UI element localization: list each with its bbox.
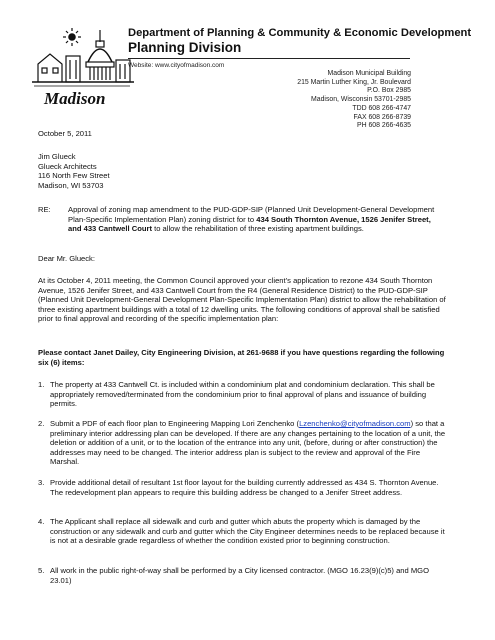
letter-date: October 5, 2011 <box>38 129 92 138</box>
item-text <box>50 419 448 467</box>
website-label: Website: <box>128 62 154 69</box>
re-label: RE: <box>38 205 51 214</box>
address-line: Madison, Wisconsin 53701-2985 <box>311 96 411 104</box>
recipient-company: Glueck Architects <box>38 161 97 171</box>
item-number: 1. <box>38 380 45 389</box>
recipient-block <box>38 152 110 190</box>
contact-paragraph: Please contact Janet Dailey, City Engineering Division, at 261-9688 if you have questions regarding the following six (6) items: <box>38 348 445 367</box>
item-number: 5. <box>38 566 45 575</box>
salutation: Dear Mr. Glueck: <box>38 254 95 263</box>
city-of-madison-logo <box>30 24 135 112</box>
header-rule <box>128 58 410 59</box>
logo-wordmark: Madison <box>44 89 106 108</box>
address-block <box>297 70 411 131</box>
item-text: The Applicant shall replace all sidewalk and curb and gutter which abuts the property which is damaged by the construction or any sidewalk and curb and gutter which the City Engineer determines needs to be replaced because it is not at a desirable grade regardless of whether the condition existed prior to beginning construction. <box>50 517 445 546</box>
item-number: 2. <box>38 419 45 428</box>
item-text: Provide additional detail of resultant 1st floor layout for the building currently addressed as 434 S. Thornton Avenue. The redevelopment plan appears to require this building address be changed to a Jenifer Street address. <box>50 478 439 497</box>
tdd-line: TDD 608 266-4747 <box>352 104 411 112</box>
item-text: The property at 433 Cantwell Ct. is included within a condominium plat and condominium declaration. This shall be appropriately removed/terminated from the condominium prior to final approval of plans and issuance of building permits. <box>50 380 435 409</box>
item-text-start: Submit a PDF of each floor plan to Engineering Mapping Lori Zenchenko ( <box>50 419 300 428</box>
item-number: 4. <box>38 517 45 526</box>
division-name: Planning Division <box>128 40 242 55</box>
fax-line: FAX 608 266-8739 <box>353 113 411 121</box>
email-link[interactable]: Lzenchenko@cityofmadison.com <box>299 419 411 428</box>
recipient-name: Jim Glueck <box>38 152 76 161</box>
re-addresses: 434 South Thornton Avenue, 1526 Jenifer Street, and 433 Cantwell Court <box>68 214 431 234</box>
item-text: All work in the public right-of-way shall be performed by a City licensed contractor. (MGO 16.23(9)(c)5) and MGO 23.01) <box>50 566 429 585</box>
department-name: Department of Planning & Community & Economic Development <box>128 27 472 39</box>
re-text-start: Approval of zoning map amendment to the PUD-GDP-SIP (Planned Unit Development-General Development Plan-Specific Implementation Plan) zoning district for to <box>68 205 435 224</box>
website-url[interactable]: www.cityofmadison.com <box>154 62 225 69</box>
intro-paragraph: At its October 4, 2011 meeting, the Common Council approved your client’s application to rezone 434 South Thornton Avenue, 1526 Jenifer Street, and 433 Cantwell Court from the R4 (General Residence District) to the PUD-GDP-SIP (Planned Unit Development-General Development Plan-Specific Implementation Plan) district to allow the rehabilitation of three existing apartment buildings with a total of 12 dwelling units. The following conditions of approval shall be satisfied prior to final approval and recording of the specific implementation plan: <box>38 276 446 324</box>
address-line: 215 Martin Luther King, Jr. Boulevard <box>297 78 411 86</box>
recipient-street: 116 North Few Street <box>38 171 110 181</box>
phone-line: PH 608 266-4635 <box>356 122 411 130</box>
recipient-city: Madison, WI 53703 <box>38 180 104 190</box>
address-line: Madison Municipal Building <box>327 70 411 77</box>
address-line: P.O. Box 2985 <box>367 87 411 95</box>
website-line <box>128 62 224 69</box>
re-subject <box>68 205 442 234</box>
item-number: 3. <box>38 478 45 487</box>
item-text-end: ) so that a preliminary interior addressing plan can be developed. If there are any changes pertaining to the location of a unit, the deletion or addition of a unit, or to the location of the entrance into any unit, (before, during or after construction) the addresses may need to be changed. The interior address plan is subject to the review and approval of the Fire Marshal. <box>50 419 446 467</box>
re-text-end: to allow the rehabilitation of three existing apartment buildings. <box>151 224 364 234</box>
